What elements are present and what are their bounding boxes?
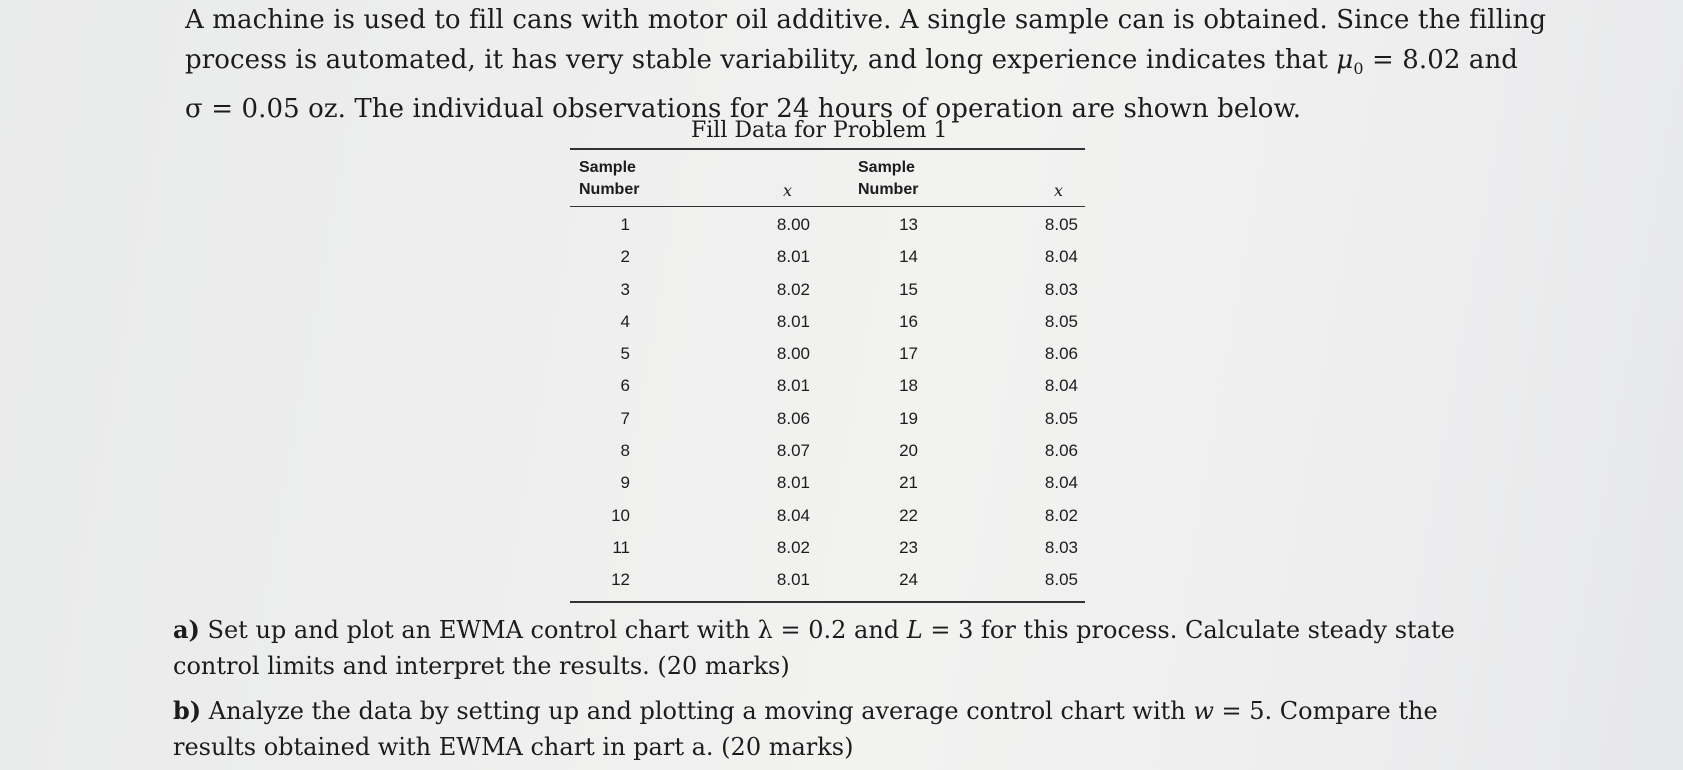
sample-number-cell: 15 [899,279,918,299]
table-row [570,209,1085,241]
x-value-cell: 8.01 [776,247,810,267]
question-a [173,612,1503,684]
x-value-cell: 8.04 [1044,247,1078,267]
intro-line-2 [185,40,1519,89]
x-value-cell: 8.07 [776,441,810,461]
sample-number-cell: 12 [611,570,630,590]
table-row [570,500,1085,532]
header-sample-text: Sample [579,159,636,176]
sample-number-cell: 24 [899,570,918,590]
question-b-text-2: = 5. Compare the [1213,697,1438,725]
sample-number-cell: 10 [611,505,630,525]
intro-line-1: A machine is used to fill cans with motor oil additive. A single sample can is obtained. Since the filling [185,5,1547,35]
problem-statement [185,0,1547,129]
x-value-cell: 8.05 [1044,215,1078,234]
x-value-cell: 8.01 [776,376,810,396]
x-value-cell: 8.01 [776,473,810,493]
sample-number-cell: 1 [620,215,630,234]
table-row [570,564,1085,596]
x-value-cell: 8.06 [776,408,810,428]
intro-line-2-pre: process is automated, it has very stable variability, and long experience indicates that [185,45,1337,75]
header-number-text: Number [858,181,919,198]
table-title: Fill Data for Problem 1 [691,118,948,143]
sample-number-cell: 23 [899,537,918,557]
x-value-cell: 8.04 [776,505,810,525]
header-number-text: Number [579,181,640,198]
sample-number-cell: 18 [899,376,918,396]
sample-number-cell: 3 [620,279,630,299]
header-sample-number-1 [579,157,639,201]
x-value-cell: 8.05 [1044,311,1078,331]
fill-data-table [570,148,1085,603]
mu-symbol: μ [1336,45,1354,75]
question-b-w: w [1193,697,1214,725]
sample-number-cell: 5 [620,344,630,364]
x-value-cell: 8.03 [1044,279,1078,299]
intro-line-3: σ = 0.05 oz. The individual observations for 24 hours of operation are shown below. [185,94,1302,125]
question-b-label: b) [173,696,202,725]
x-value-cell: 8.01 [776,311,810,331]
x-value-cell: 8.02 [776,537,810,557]
table-row [570,370,1085,402]
sample-number-cell: 13 [899,215,918,234]
sample-number-cell: 8 [620,441,630,461]
sample-number-cell: 7 [620,408,630,428]
x-value-cell: 8.02 [1044,505,1078,525]
sample-number-cell: 17 [899,344,918,364]
question-a-text-1: Set up and plot an EWMA control chart with λ = 0.2 and [199,616,907,644]
question-b-text-1: Analyze the data by setting up and plotting a moving average control chart with [201,697,1194,725]
mu-subscript: 0 [1353,59,1364,79]
x-value-cell: 8.06 [1044,441,1078,461]
sample-number-cell: 22 [899,505,918,525]
header-sample-number-2 [858,157,918,201]
sample-number-cell: 9 [620,473,630,493]
x-value-cell: 8.04 [1044,473,1078,493]
table-row [570,338,1085,370]
sample-number-cell: 2 [620,247,630,267]
x-value-cell: 8.00 [776,215,810,234]
table-row [570,274,1085,306]
question-a-L: L [906,616,923,644]
x-value-cell: 8.04 [1044,376,1078,396]
table-body [570,207,1085,601]
question-b-line-2: results obtained with EWMA chart in part a. (20 marks) [173,733,854,761]
table-header [570,150,1085,207]
table-row [570,467,1085,499]
question-a-line-2: control limits and interpret the results. (20 marks) [173,652,790,680]
table-row [570,306,1085,338]
question-a-label: a) [173,615,200,644]
sample-number-cell: 20 [899,441,918,461]
x-value-cell: 8.05 [1044,570,1078,590]
sample-number-cell: 14 [899,247,918,267]
x-value-cell: 8.06 [1044,344,1078,364]
table-row [570,435,1085,467]
x-value-cell: 8.01 [776,570,810,590]
x-value-cell: 8.02 [776,279,810,299]
question-b-line-1 [173,693,1503,729]
question-b [173,693,1503,765]
x-value-cell: 8.05 [1044,408,1078,428]
sample-number-cell: 21 [899,473,918,493]
table-row [570,241,1085,273]
table-row [570,403,1085,435]
table-row [570,532,1085,564]
question-a-line-1 [173,612,1503,648]
header-x-1: x [783,181,793,200]
sample-number-cell: 16 [899,311,918,331]
intro-line-2-post: = 8.02 and [1363,45,1519,75]
sample-number-cell: 4 [620,311,630,331]
x-value-cell: 8.00 [776,344,810,364]
sample-number-cell: 11 [612,537,630,557]
x-value-cell: 8.03 [1044,537,1078,557]
header-sample-text: Sample [858,159,915,176]
question-a-text-2: = 3 for this process. Calculate steady state [922,616,1455,644]
sample-number-cell: 6 [620,376,630,396]
header-x-2: x [1054,181,1064,200]
sample-number-cell: 19 [899,408,918,428]
